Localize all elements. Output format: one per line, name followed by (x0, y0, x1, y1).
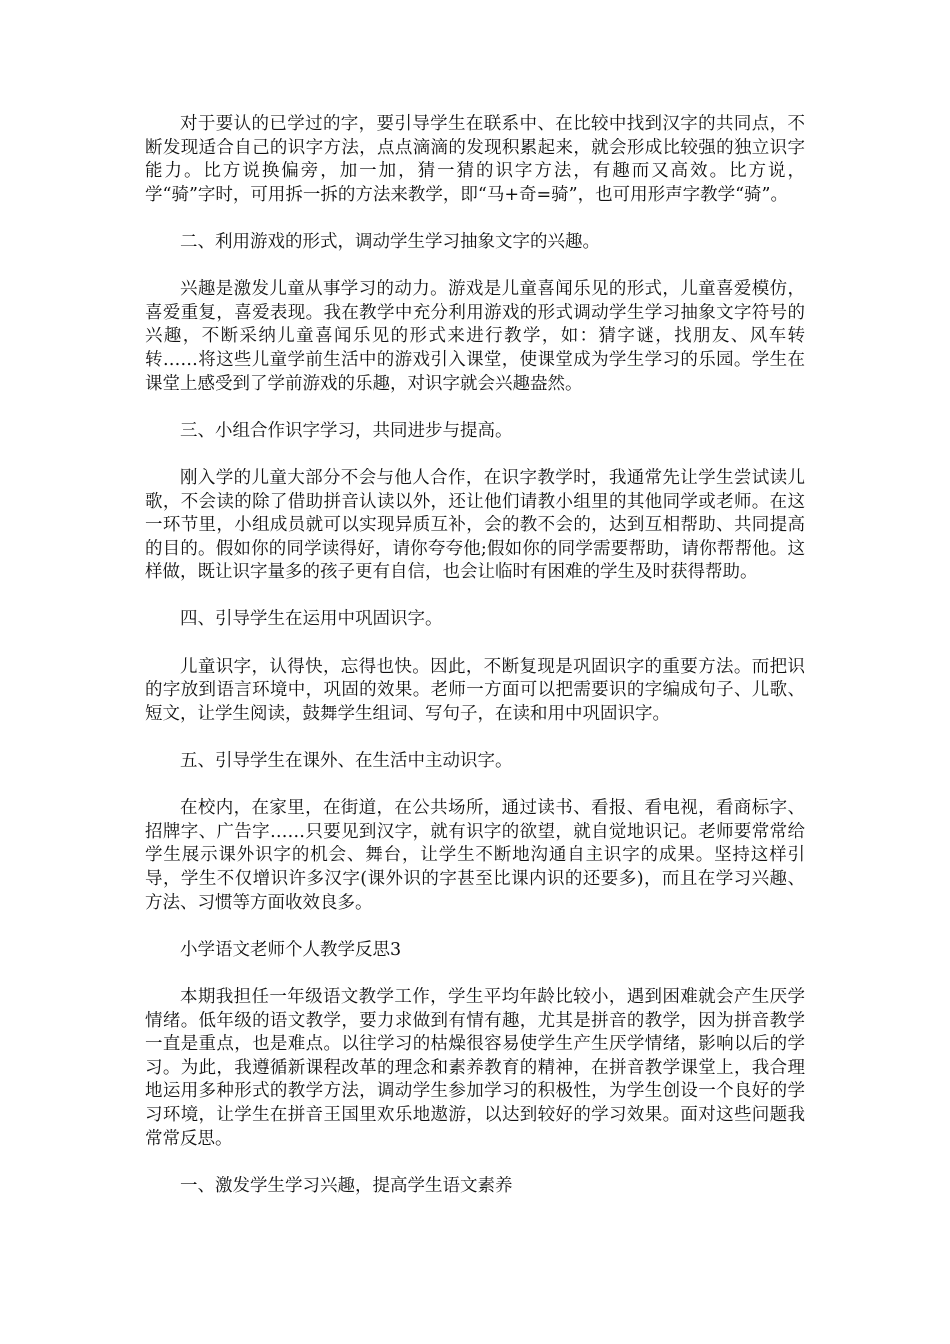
section-title-reflection-3: 小学语文老师个人教学反思3 (180, 939, 402, 960)
paragraph-group-cooperation: 刚入学的儿童大部分不会与他人合作，在识字教学时，我通常先让学生尝试读儿歌，不会读的除了借助拼音认读以外，还让他们请教小组里的其他同学或老师。在这一环节里，小组成员就可以实现异质互补，会的教不会的，达到互相帮助、共同提高的目的。假如你的同学读得好，请你夸夸他;假如你的同学需要帮助，请你帮帮他。这样做，既让识字量多的孩子更有自信，也会让临时有困难的学生及时获得帮助。 (145, 467, 805, 583)
paragraph-first-grade-pinyin: 本期我担任一年级语文教学工作，学生平均年龄比较小，遇到困难就会产生厌学情绪。低年级的语文教学，要力求做到有情有趣，尤其是拼音的教学，因为拼音教学一直是重点，也是难点。以往学习的枯燥很容易使学生产生厌学情绪，影响以后的学习。为此，我遵循新课程改革的理念和素养教育的精神，在拼音教学课堂上，我合理地运用多种形式的教学方法，调动学生参加学习的积极性，为学生创设一个良好的学习环境，让学生在拼音王国里欢乐地遨游，以达到较好的学习效果。面对这些问题我常常反思。 (145, 986, 805, 1149)
paragraph-extracurricular: 在校内，在家里，在街道，在公共场所，通过读书、看报、看电视，看商标字、招牌字、广告字……只要见到汉字，就有识字的欲望，就自觉地识记。老师要常常给学生展示课外识字的机会、舞台，让学生不断地沟通自主识字的成果。坚持这样引导，学生不仅增识许多汉字(课外识的字甚至比课内识的还要多)，而且在学习兴趣、方法、习惯等方面收效良多。 (145, 798, 805, 913)
document-page (145, 113, 805, 1222)
heading-games: 二、利用游戏的形式，调动学生学习抽象文字的兴趣。 (180, 231, 600, 252)
heading-consolidate-usage: 四、引导学生在运用中巩固识字。 (180, 609, 443, 630)
paragraph-consolidate-usage: 儿童识字，认得快，忘得也快。因此，不断复现是巩固识字的重要方法。而把识的字放到语言环境中，巩固的效果。老师一方面可以把需要识的字编成句子、儿歌、短文，让学生阅读，鼓舞学生组词、写句子，在读和用中巩固识字。 (145, 656, 805, 724)
paragraph-compare-characters: 对于要认的已学过的字，要引导学生在联系中、在比较中找到汉字的共同点，不断发现适合自己的识字方法，点点滴滴的发现积累起来，就会形成比较强的独立识字能力。比方说换偏旁，加一加，猜一猜的识字方法，有趣而又高效。比方说，学“骑”字时，可用拆一拆的方法来教学，即“马+奇=骑”，也可用形声字教学“骑”。 (145, 114, 805, 205)
heading-group-cooperation: 三、小组合作识字学习，共同进步与提高。 (180, 420, 513, 441)
heading-stimulate-interest: 一、激发学生学习兴趣，提高学生语文素养 (180, 1175, 513, 1196)
paragraph-interest-games: 兴趣是激发儿童从事学习的动力。游戏是儿童喜闻乐见的形式，儿童喜爱模仿，喜爱重复，喜爱表现。我在教学中充分利用游戏的形式调动学生学习抽象文字符号的兴趣，不断采纳儿童喜闻乐见的形式来进行教学，如：猜字谜，找朋友、风车转转……将这些儿童学前生活中的游戏引入课堂，使课堂成为学生学习的乐园。学生在课堂上感受到了学前游戏的乐趣，对识字就会兴趣盎然。 (145, 279, 805, 394)
heading-extracurricular: 五、引导学生在课外、在生活中主动识字。 (180, 751, 513, 772)
